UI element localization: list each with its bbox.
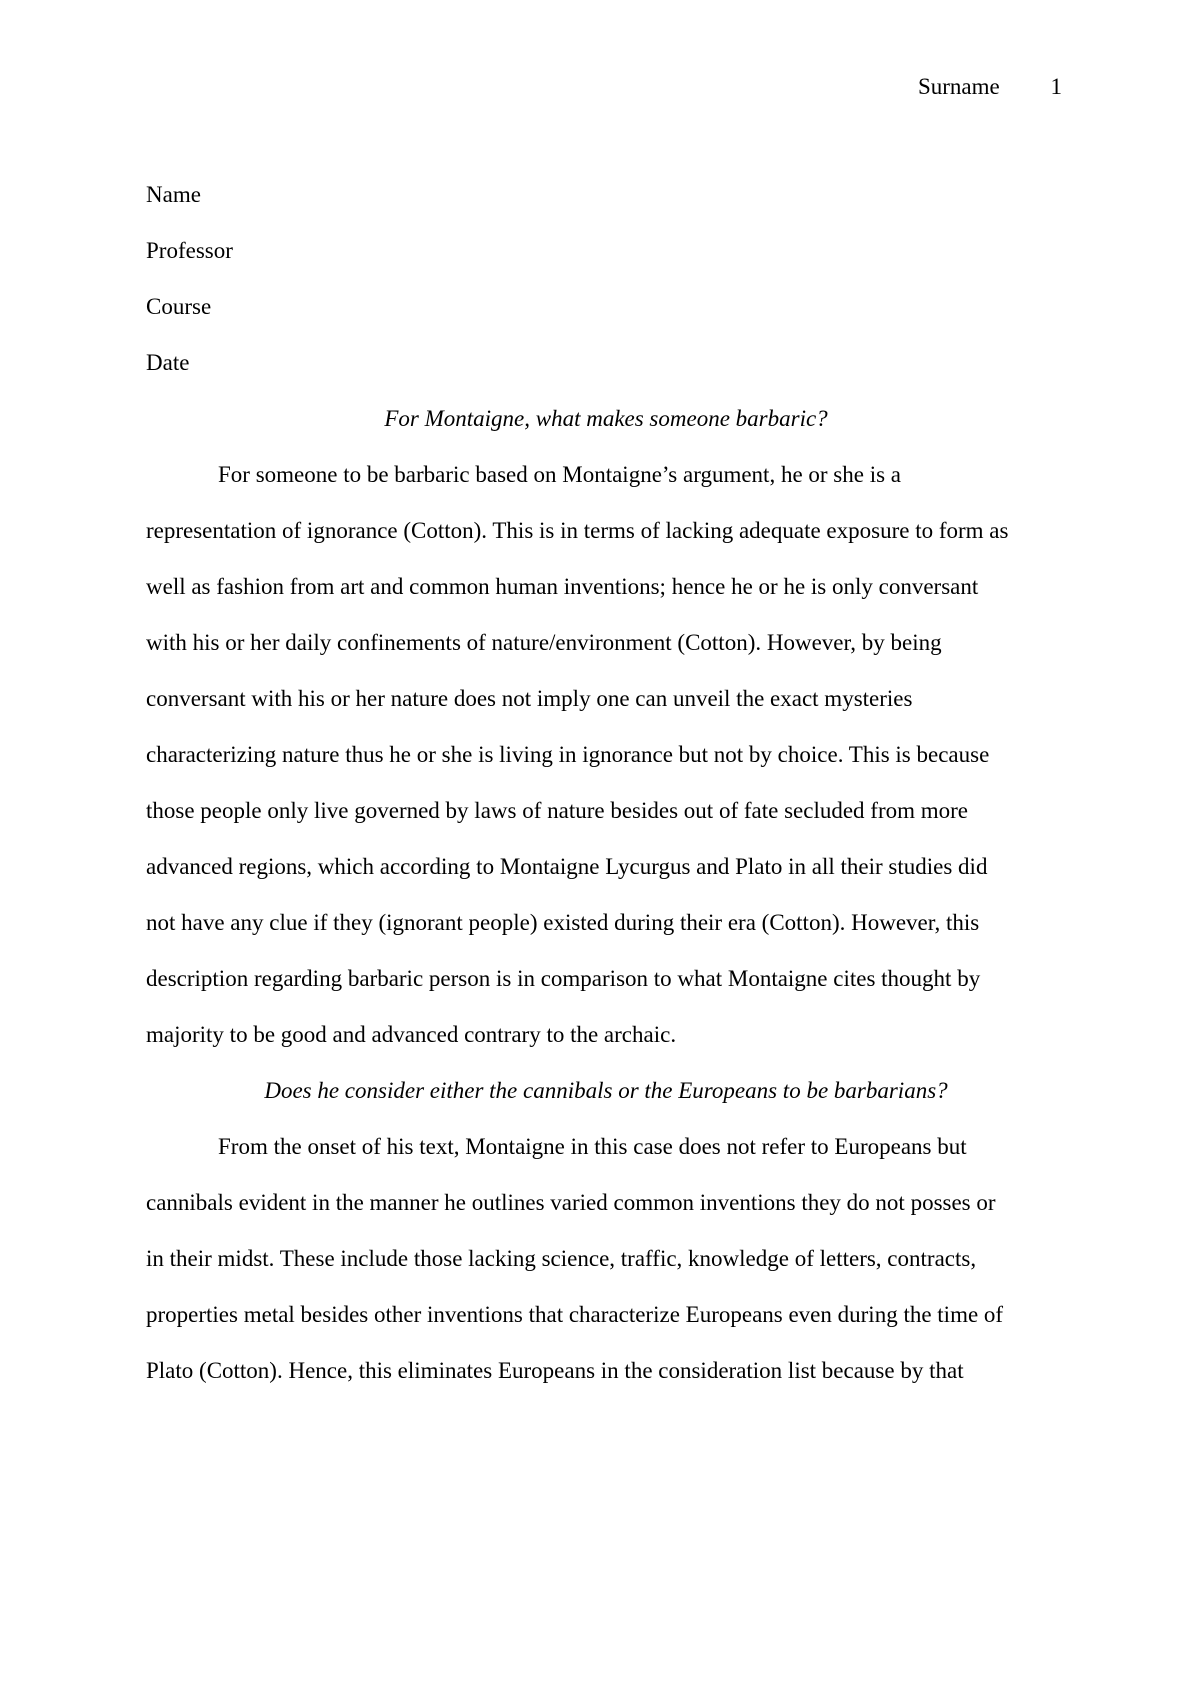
paragraph-line: properties metal besides other inventions that characterize Europeans even during the time of — [146, 1302, 1004, 1327]
paragraph-line: not have any clue if they (ignorant people) existed during their era (Cotton). However, this — [146, 910, 980, 935]
section2-question-heading: Does he consider either the cannibals or the Europeans to be barbarians? — [264, 1078, 948, 1103]
paragraph-line: description regarding barbaric person is in comparison to what Montaigne cites thought by — [146, 966, 981, 991]
paragraph-line: well as fashion from art and common human inventions; hence he or he is only conversant — [146, 574, 979, 599]
course-line: Course — [146, 294, 212, 319]
paragraph-line: those people only live governed by laws of nature besides out of fate secluded from more — [146, 798, 969, 823]
section2-paragraph — [146, 1119, 1066, 1399]
paragraph-line: advanced regions, which according to Montaigne Lycurgus and Plato in all their studies did — [146, 854, 988, 879]
page-number: 1 — [1050, 74, 1062, 99]
paragraph-line: cannibals evident in the manner he outlines varied common inventions they do not posses or — [146, 1190, 996, 1215]
paragraph-line: Plato (Cotton). Hence, this eliminates Europeans in the consideration list because by that — [146, 1358, 964, 1383]
paragraph-line: in their midst. These include those lacking science, traffic, knowledge of letters, contracts, — [146, 1246, 977, 1271]
running-header — [918, 72, 1062, 102]
paragraph-line: conversant with his or her nature does not imply one can unveil the exact mysteries — [146, 686, 913, 711]
student-name-line: Name — [146, 182, 201, 207]
document-body — [146, 167, 1066, 1399]
paragraph-line: For someone to be barbaric based on Montaigne’s argument, he or she is a — [218, 462, 902, 487]
professor-line: Professor — [146, 238, 233, 263]
paragraph-line: From the onset of his text, Montaigne in this case does not refer to Europeans but — [218, 1134, 967, 1159]
paragraph-line: majority to be good and advanced contrary to the archaic. — [146, 1022, 677, 1047]
date-line: Date — [146, 350, 190, 375]
section1-question-heading: For Montaigne, what makes someone barbaric? — [384, 406, 828, 431]
section1-paragraph — [146, 447, 1066, 1063]
paragraph-line: characterizing nature thus he or she is living in ignorance but not by choice. This is because — [146, 742, 990, 767]
paragraph-line: representation of ignorance (Cotton). This is in terms of lacking adequate exposure to form as — [146, 518, 1009, 543]
header-surname: Surname — [917, 74, 1000, 99]
paragraph-line: with his or her daily confinements of nature/environment (Cotton). However, by being — [146, 630, 942, 655]
